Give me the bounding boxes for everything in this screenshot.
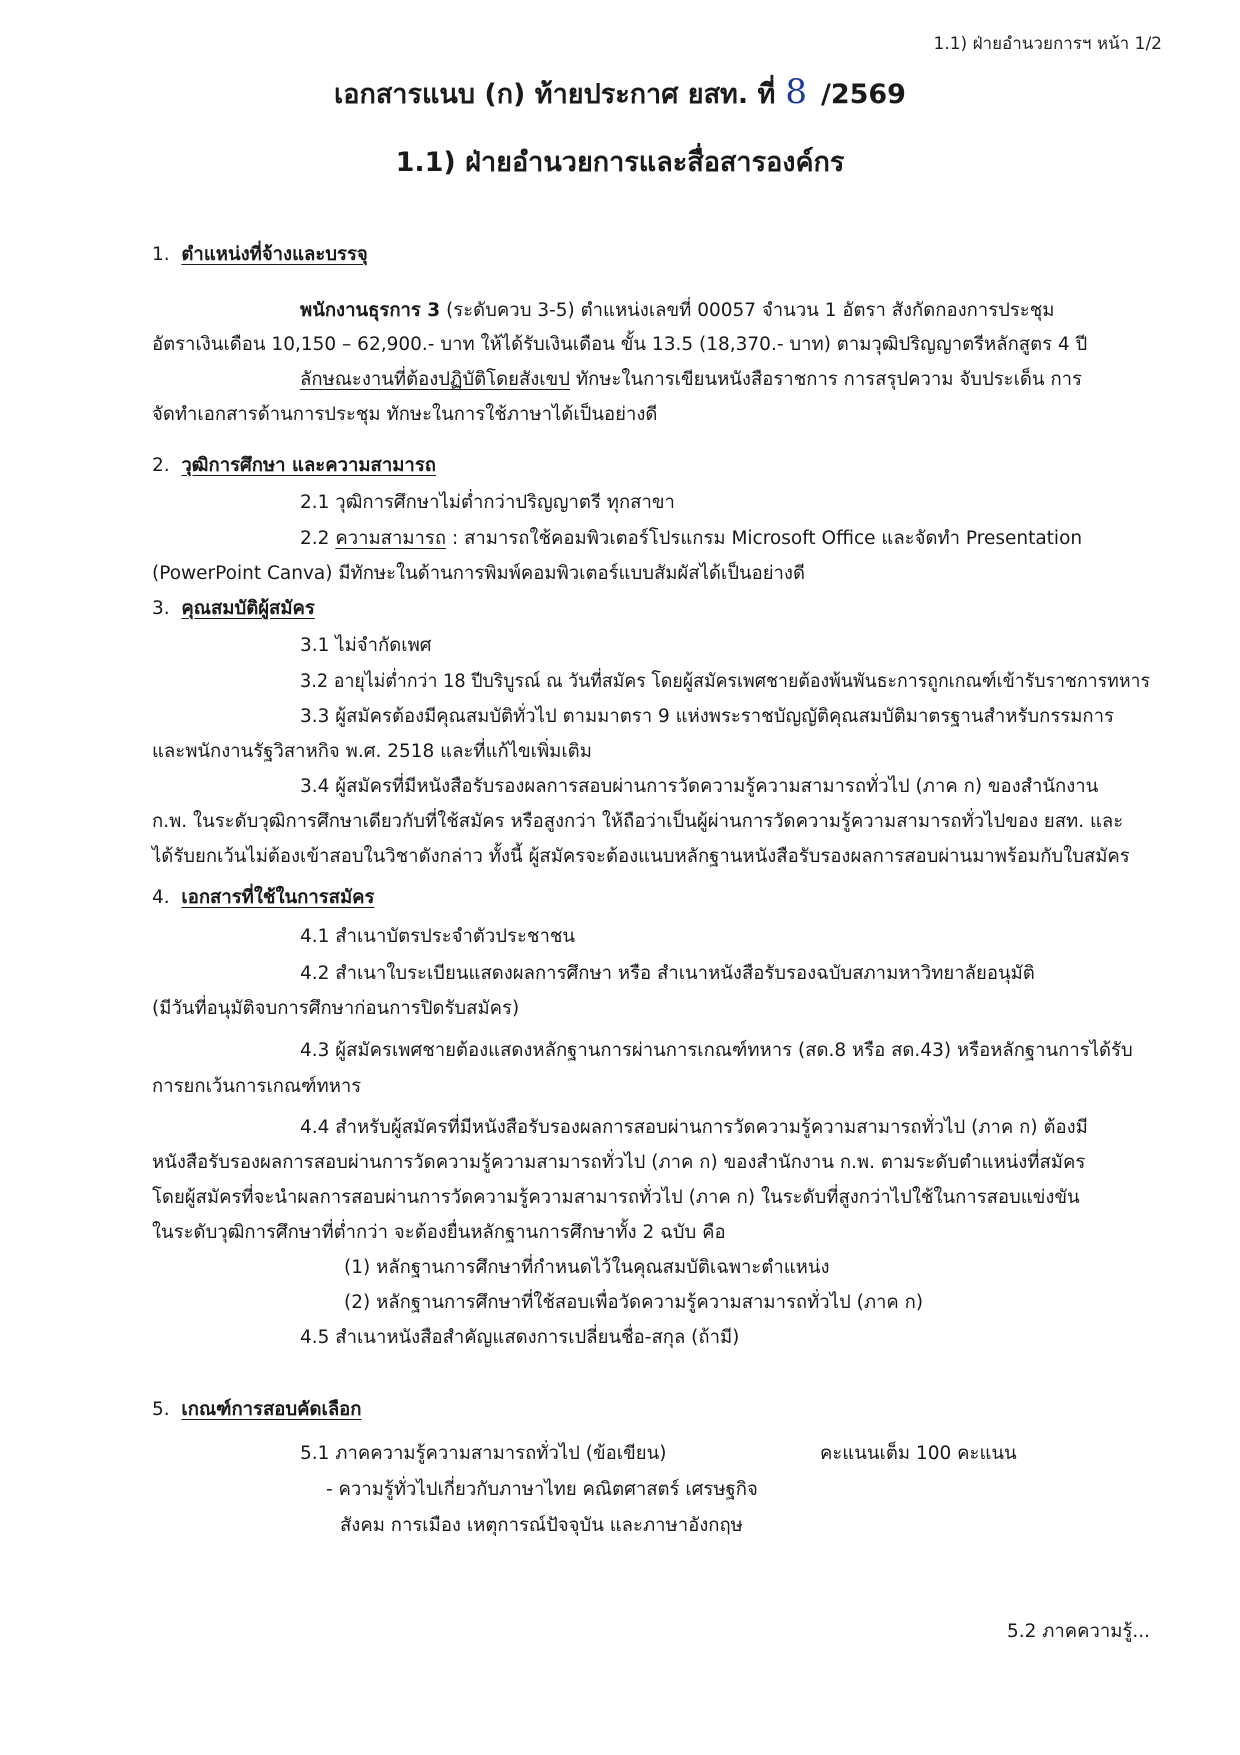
section-1-number: 1. (152, 244, 170, 265)
s4-item-2: 4.2 สำเนาใบระเบียนแสดงผลการศึกษา หรือ สำเนาหนังสือรับรองฉบับสภามหาวิทยาลัยอนุมัติ (300, 963, 1035, 984)
s4-item-4-cont-3: ในระดับวุฒิการศึกษาที่ต่ำกว่า จะต้องยื่นหลักฐานการศึกษาทั้ง 2 ฉบับ คือ (152, 1222, 726, 1243)
section-5-title: เกณฑ์การสอบคัดเลือก (181, 1399, 362, 1420)
s3-item-3: 3.3 ผู้สมัครต้องมีคุณสมบัติทั่วไป ตามมาตรา 9 แห่งพระราชบัญญัติคุณสมบัติมาตรฐานสำหรับกรรมการ (300, 706, 1114, 727)
s4-item-1: 4.1 สำเนาบัตรประจำตัวประชาชน (300, 926, 576, 947)
s3-item-3-cont: และพนักงานรัฐวิสาหกิจ พ.ศ. 2518 และที่แก้ไขเพิ่มเติม (152, 741, 592, 762)
s2-item-1: 2.1 วุฒิการศึกษาไม่ต่ำกว่าปริญญาตรี ทุกสาขา (300, 492, 675, 513)
s1-position-name: พนักงานธุรการ 3 (300, 300, 441, 321)
s2-item-2 (300, 527, 1082, 551)
s4-item-4: 4.4 สำหรับผู้สมัครที่มีหนังสือรับรองผลการสอบผ่านการวัดความรู้ความสามารถทั่วไป (ภาค ก) ต้องมี (300, 1117, 1088, 1138)
section-3-number: 3. (152, 598, 170, 619)
s4-item-4-cont-2: โดยผู้สมัครที่จะนำผลการสอบผ่านการวัดความรู้ความสามารถทั่วไป (ภาค ก) ในระดับที่สูงกว่าไปใช้ในการสอบแข่งขัน (152, 1187, 1080, 1208)
s5-item-1-score: คะแนนเต็ม 100 คะแนน (820, 1443, 1017, 1464)
s1-duties-text: ทักษะในการเขียนหนังสือราชการ การสรุปความ จับประเด็น การ (575, 369, 1082, 390)
s1-line-3 (300, 368, 1082, 392)
s1-line-4: จัดทำเอกสารด้านการประชุม ทักษะในการใช้ภาษาได้เป็นอย่างดี (152, 404, 658, 425)
s1-line-1 (300, 299, 1055, 323)
s1-line-1-rest: (ระดับควบ 3-5) ตำแหน่งเลขที่ 00057 จำนวน 1 อัตรา สังกัดกองการประชุม (446, 300, 1055, 321)
title-year: /2569 (820, 79, 906, 110)
document-title (0, 72, 1240, 115)
s3-item-2: 3.2 อายุไม่ต่ำกว่า 18 ปีบริบูรณ์ ณ วันที่สมัคร โดยผู้สมัครเพศชายต้องพ้นพันธะการถูกเกณฑ์เข้ารับราชการทหาร (300, 671, 1150, 692)
s3-item-4-cont-2: ได้รับยกเว้นไม่ต้องเข้าสอบในวิชาดังกล่าว ทั้งนี้ ผู้สมัครจะต้องแนบหลักฐานหนังสือรับรองผลการสอบผ่านมาพร้อมกับใบสมัคร (152, 846, 1130, 867)
section-3-heading (152, 597, 315, 621)
s2-item-2-cont: (PowerPoint Canva) มีทักษะในด้านการพิมพ์คอมพิวเตอร์แบบสัมผัสได้เป็นอย่างดี (152, 563, 805, 584)
section-5-heading (152, 1398, 362, 1422)
section-2-number: 2. (152, 455, 170, 476)
section-5-number: 5. (152, 1399, 170, 1420)
document-subtitle: 1.1) ฝ่ายอำนวยการและสื่อสารองค์กร (395, 147, 845, 178)
s1-line-2: อัตราเงินเดือน 10,150 – 62,900.- บาท ให้ได้รับเงินเดือน ขั้น 13.5 (18,370.- บาท) ตามวุฒิปริญญาตรีหลักสูตร 4 ปี (152, 334, 1088, 355)
continuation-note: 5.2 ภาคความรู้... (1007, 1621, 1151, 1642)
s5-item-1: 5.1 ภาคความรู้ความสามารถทั่วไป (ข้อเขียน) (300, 1443, 667, 1464)
s3-item-4: 3.4 ผู้สมัครที่มีหนังสือรับรองผลการสอบผ่านการวัดความรู้ความสามารถทั่วไป (ภาค ก) ของสำนักงาน (300, 776, 1099, 797)
s5-item-1-detail-2: สังคม การเมือง เหตุการณ์ปัจจุบัน และภาษาอังกฤษ (340, 1515, 743, 1536)
page-reference: 1.1) ฝ่ายอำนวยการฯ หน้า 1/2 (933, 34, 1162, 54)
s4-item-5: 4.5 สำเนาหนังสือสำคัญแสดงการเปลี่ยนชื่อ-สกุล (ถ้ามี) (300, 1327, 740, 1348)
s4-item-3: 4.3 ผู้สมัครเพศชายต้องแสดงหลักฐานการผ่านการเกณฑ์ทหาร (สด.8 หรือ สด.43) หรือหลักฐานการได้รับ (300, 1040, 1133, 1061)
s3-item-1: 3.1 ไม่จำกัดเพศ (300, 635, 432, 656)
s2-ability-label: ความสามารถ (335, 528, 447, 549)
section-3-title: คุณสมบัติผู้สมัคร (181, 598, 315, 619)
s4-item-4-sub-1: (1) หลักฐานการศึกษาที่กำหนดไว้ในคุณสมบัติเฉพาะตำแหน่ง (344, 1257, 830, 1278)
handwritten-announcement-number: 8 (785, 72, 807, 112)
s4-item-2-cont: (มีวันที่อนุมัติจบการศึกษาก่อนการปิดรับสมัคร) (152, 998, 520, 1019)
section-2-title: วุฒิการศึกษา และความสามารถ (181, 455, 436, 476)
title-prefix: เอกสารแนบ (ก) ท้ายประกาศ ยสท. ที่ (334, 79, 776, 110)
s2-item-2-text: : สามารถใช้คอมพิวเตอร์โปรแกรม Microsoft Office และจัดทำ Presentation (451, 528, 1083, 549)
s1-duties-label: ลักษณะงานที่ต้องปฏิบัติโดยสังเขป (300, 369, 571, 390)
s2-item-2-number: 2.2 (300, 528, 330, 549)
s4-item-4-sub-2: (2) หลักฐานการศึกษาที่ใช้สอบเพื่อวัดความรู้ความสามารถทั่วไป (ภาค ก) (344, 1292, 924, 1313)
section-4-number: 4. (152, 887, 170, 908)
s4-item-3-cont: การยกเว้นการเกณฑ์ทหาร (152, 1076, 362, 1097)
section-1-title: ตำแหน่งที่จ้างและบรรจุ (181, 244, 368, 265)
s3-item-4-cont-1: ก.พ. ในระดับวุฒิการศึกษาเดียวกับที่ใช้สมัคร หรือสูงกว่า ให้ถือว่าเป็นผู้ผ่านการวัดความรู้ความสามารถทั่วไปของ ยสท. และ (152, 811, 1124, 832)
section-1-heading (152, 243, 368, 267)
section-4-heading (152, 886, 374, 910)
s5-item-1-detail-1: - ความรู้ทั่วไปเกี่ยวกับภาษาไทย คณิตศาสตร์ เศรษฐกิจ (326, 1479, 758, 1500)
section-4-title: เอกสารที่ใช้ในการสมัคร (181, 887, 375, 908)
s4-item-4-cont-1: หนังสือรับรองผลการสอบผ่านการวัดความรู้ความสามารถทั่วไป (ภาค ก) ของสำนักงาน ก.พ. ตามระดับตำแหน่งที่สมัคร (152, 1152, 1086, 1173)
section-2-heading (152, 454, 436, 478)
